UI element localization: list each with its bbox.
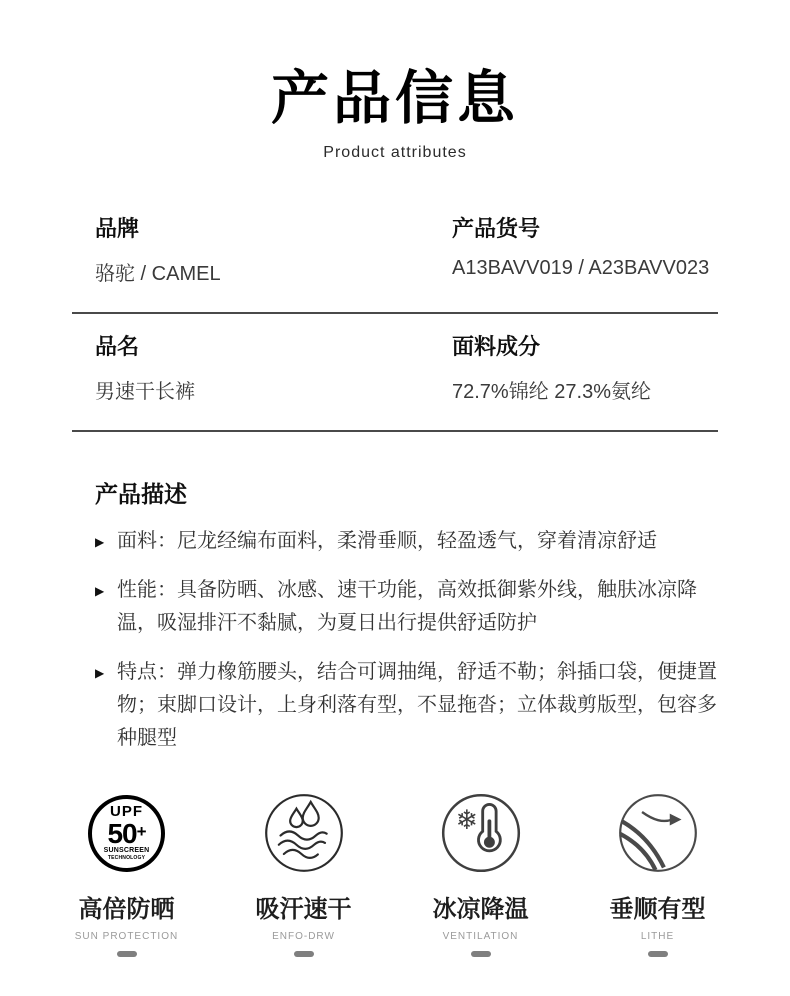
bullet-fabric	[95, 525, 726, 558]
bullet-features	[95, 656, 726, 755]
attribute-value: 男速干长裤	[95, 381, 195, 403]
upf-sunscreen-text: SUNSCREEN	[103, 847, 150, 854]
feature-sublabel: ENFO-DRW	[272, 931, 335, 942]
attribute-fabric	[452, 330, 718, 404]
horizontal-divider	[72, 430, 718, 432]
attribute-label: 品名	[95, 334, 140, 359]
attribute-row-brand	[72, 196, 718, 312]
upf-50-badge-icon	[38, 791, 215, 875]
attributes-table	[72, 196, 718, 432]
dash-divider	[117, 951, 137, 957]
feature-cooling	[392, 791, 569, 957]
svg-text:❄: ❄	[454, 804, 478, 836]
feature-label: 吸汗速干	[255, 896, 352, 923]
upf-plus: +	[136, 822, 146, 841]
dash-divider	[471, 951, 491, 957]
upf-number	[107, 819, 145, 847]
feature-sublabel: LITHE	[640, 931, 675, 942]
page-header	[0, 0, 790, 162]
upf-text: UPF	[110, 803, 143, 820]
upf-technology-text: TECHNOLOGY	[107, 855, 146, 861]
feature-quick-dry	[215, 791, 392, 957]
bullet-text: 特点：弹力橡筋腰头，结合可调抽绳，舒适不勒；斜插口袋，便捷置物；束脚口设计，上身利落有型，不显拖沓；立体裁剪版型，包容多种腿型	[117, 661, 717, 749]
upf-badge-circle	[88, 795, 165, 872]
dash-divider	[294, 951, 314, 957]
attribute-brand	[95, 212, 452, 286]
description-bullet-list	[95, 525, 726, 755]
drape-arrow-icon	[569, 791, 746, 875]
upf-50: 50	[107, 818, 137, 849]
attribute-label: 品牌	[95, 216, 140, 241]
bullet-text: 面料：尼龙经编布面料，柔滑垂顺，轻盈透气，穿着清凉舒适	[117, 530, 657, 552]
feature-label: 垂顺有型	[609, 896, 706, 923]
snowflake-thermometer-icon	[392, 791, 569, 875]
attribute-label: 产品货号	[452, 216, 541, 241]
attribute-row-name	[72, 314, 718, 430]
bullet-performance	[95, 574, 726, 640]
bullet-triangle-icon: ▶	[95, 584, 105, 598]
attribute-item-number	[452, 212, 718, 286]
feature-label: 高倍防晒	[78, 896, 175, 923]
feature-sublabel: VENTILATION	[442, 931, 519, 942]
dash-divider	[648, 951, 668, 957]
feature-drape	[569, 791, 746, 957]
page-title: 产品信息	[270, 66, 519, 131]
attribute-value: A13BAVV019 / A23BAVV023	[452, 257, 710, 279]
attribute-value: 72.7%锦纶 27.3%氨纶	[452, 381, 651, 403]
attribute-label: 面料成分	[452, 334, 541, 359]
description-heading: 产品描述	[95, 481, 187, 507]
water-drops-waves-icon	[215, 791, 392, 875]
attribute-value: 骆驼 / CAMEL	[95, 263, 221, 285]
feature-badges-row	[0, 755, 790, 957]
feature-sun-protection	[38, 791, 215, 957]
bullet-text: 性能：具备防晒、冰感、速干功能，高效抵御紫外线，触肤冰凉降温，吸湿排汗不黏腻，为夏日出行提供舒适防护	[117, 579, 697, 634]
page-subtitle: Product attributes	[323, 144, 467, 161]
product-description-section	[72, 476, 726, 755]
bullet-triangle-icon: ▶	[95, 666, 105, 680]
feature-sublabel: SUN PROTECTION	[74, 931, 179, 942]
feature-label: 冰凉降温	[432, 896, 529, 923]
attribute-product-name	[95, 330, 452, 404]
bullet-triangle-icon: ▶	[95, 535, 105, 549]
